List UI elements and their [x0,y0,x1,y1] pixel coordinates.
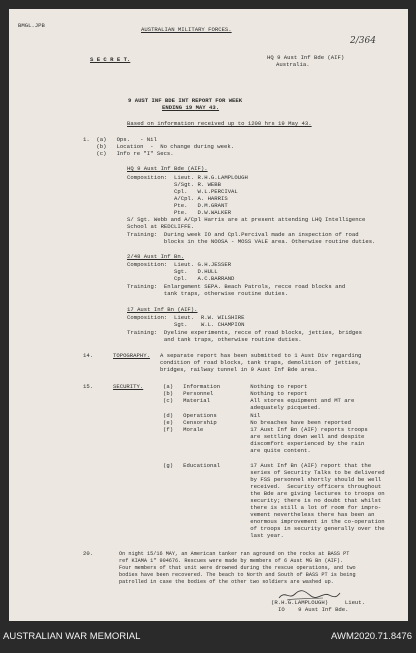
security-item: are settling down well and despite [163,433,365,440]
page-number-handwritten: 2/364 [350,36,376,46]
section-15-number: 15. [83,383,94,390]
security-item: series of Security Talks to be delivered [163,469,385,476]
section-20-number: 20. [83,550,94,557]
security-item: (g) Educational 17 Aust Inf Bn (AIF) report that the [163,462,372,469]
archive-footer [0,621,416,653]
section-1-line-a: 1. (a) Ops. - Nil [83,136,157,143]
incident-line: On night 15/16 MAY, an American tanker ran aground on the rocks at BASS PT [119,551,350,557]
report-title: 9 AUST INF BDE INT REPORT FOR WEEK [128,97,243,104]
bn48-line: Composition: Lieut. G.H.JESSER [127,261,232,268]
unit-heading-hq: HQ 9 Aust Inf Bde (AIF). [127,165,208,172]
security-item: (d) Operations Nil [163,412,261,419]
security-item: by FSS personnel shortly should be well [163,476,382,483]
security-item: (c) Material All stores equipment and MT are [163,397,355,404]
incident-line: bodies have been recovered. The beach to North and South of BASS PT is being [119,572,356,578]
security-item: security; there is no doubt that whilst [163,497,382,504]
hq-line: Pte. D.M.GRANT [127,202,228,209]
section-14-heading: TOPOGRAPHY. [113,352,150,359]
unit-heading-2-48-bn: 2/48 Aust Inf Bn. [127,253,185,260]
hq-address-line1: HQ 9 Aust Inf Bde (AIF) [267,54,345,61]
section-14-number: 14. [83,352,94,359]
section-1-line-b: (b) Location - No change during week. [83,143,235,150]
unit-heading-17-bn: 17 Aust Inf Bn (AIF). [127,306,198,313]
hq-address-line2: Australia. [276,61,310,68]
hq-line: Composition: Lieut. R.H.G.LAMPLOUGH [127,174,248,181]
document-heading: AUSTRALIAN MILITARY FORCES. [141,26,232,33]
security-item: are quite content. [163,447,311,454]
security-item: of troops in security generally over the [163,525,385,532]
hq-line: Cpl. W.L.PERCIVAL [127,188,238,195]
security-item: received. Security officers throughout [163,483,382,490]
bn17-line: and tank traps, otherwise routine duties. [127,336,302,343]
hq-line: S/Sgt. R. WEBB [127,181,221,188]
security-item: enormous improvement in the co-operation [163,518,385,525]
hq-line: School at REDCLIFFE. [127,223,195,230]
security-item: the Bde are giving lectures to troops on [163,490,385,497]
hq-line: blocks in the NOOSA - MOSS VALE area. Otherwise routine duties. [127,238,376,245]
hq-line: Pte. D.W.WALKER [127,209,232,216]
signature-role: IO 9 Aust Inf Bde. [278,606,349,613]
bn17-line: Training: Dyeline experiments, recce of road blocks, jetties, bridges [127,329,362,336]
security-item: (b) Personnel Nothing to report [163,390,308,397]
security-item: adequately picqueted. [163,404,321,411]
bn17-line: Sgt. W.L. CHAMPION [127,321,245,328]
report-subtitle: ENDING 19 MAY 43. [162,104,220,111]
classification: S E C R E T. [90,56,131,63]
hq-line: A/Cpl. A. HARRIS [127,195,228,202]
security-item: (e) Censorship No breaches have been reported [163,419,351,426]
basis-line: Based on information received up to 1200 hrs 19 May 43. [127,120,312,127]
topography-line: A separate report has been submitted to 1 Aust Div regarding [160,352,362,359]
security-item: (a) Information Nothing to report [163,383,308,390]
archive-name: AUSTRALIAN WAR MEMORIAL [3,631,141,642]
security-item: vement nevertheless there has been an [163,511,375,518]
document-page [9,9,408,621]
bn17-line: Composition: Lieut. R.W. WILSHIRE [127,314,245,321]
incident-line: Four members of that unit were drowned during the rescue operations, and two [119,565,356,571]
bn48-line: Sgt. D.HULL [127,268,218,275]
hq-line: Training: During week IO and Cpl.Percival made an inspection of road [127,231,359,238]
security-item: last year. [163,532,284,539]
topography-line: bridges, railway tunnel in 9 Aust Inf Bde area. [160,366,318,373]
file-reference: BMGL.JPB [18,22,45,29]
security-item: (f) Morale 17 Aust Inf Bn (AIF) reports troops [163,426,368,433]
incident-line: patrolled in case the bodies of the other two soldiers are washed up. [119,579,334,585]
section-15-heading: SECURITY. [113,383,144,390]
archive-accession-number: AWM2020.71.8476 [331,631,412,642]
security-item: there is still a lot of room for impro- [163,504,382,511]
topography-line: condition of road blocks, tank traps, demolition of jetties, [160,359,362,366]
bn48-line: Cpl. A.C.BARRAND [127,275,235,282]
section-1-line-c: (c) Info re "I" Secs. [83,150,174,157]
hq-line: S/ Sgt. Webb and A/Cpl Harris are at present attending LHQ Intelligence [127,216,366,223]
incident-line: ref KIAMA 1" 904676. Rescues were made by members of 6 Aust MG Bn (AIF). [119,558,344,564]
bn48-line: tank traps, otherwise routine duties. [127,290,289,297]
security-item: discomfort experienced by the rain [163,440,365,447]
bn48-line: Training: Enlargement SEPA. Beach Patrols, recce road blocks and [127,283,346,290]
signature-name: (R.H.G.LAMPLOUGH) Lieut. [271,599,365,606]
